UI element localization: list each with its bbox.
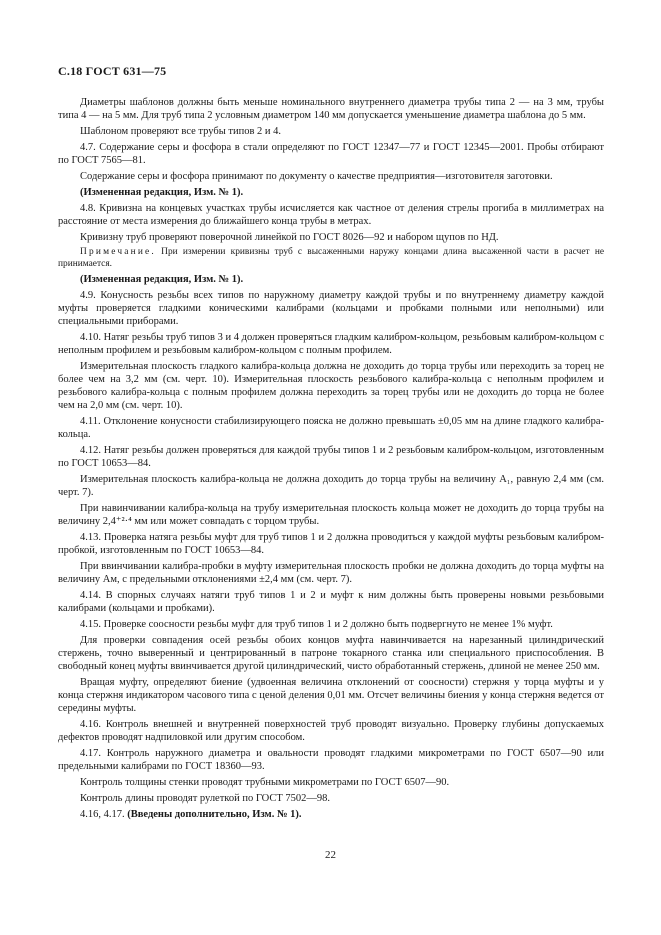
paragraph (58, 718, 604, 744)
paragraph (58, 96, 604, 122)
paragraph (58, 792, 604, 805)
document-body (58, 96, 604, 824)
paragraph-text: Контроль длины проводят рулеткой по ГОСТ 7502—98. (80, 793, 331, 804)
paragraph (58, 170, 604, 183)
paragraph (58, 360, 604, 412)
paragraph (58, 531, 604, 557)
paragraph (58, 444, 604, 470)
paragraph-lead: Примечание. (80, 247, 156, 257)
paragraph-text: Для проверки совпадения осей резьбы обоих концов муфта навинчивается на нарезанный цилиндрический стержень, точно выверенный и центрированный в патроне токарного станка или специального приспособления. В свободный конец муфты ввинчивается другой цилиндрический, чисто обработанный стержень, длиной не менее 250 мм. (58, 635, 604, 672)
paragraph-text: Диаметры шаблонов должны быть меньше номинального внутреннего диаметра трубы типа 2 — на 3 мм, трубы типа 4 — на 5 мм. Для труб типа 2 условным диаметром 140 мм допускается уменьшение диаметра шаблона до 5 мм. (58, 97, 604, 121)
paragraph-text: 4.8. Кривизна на концевых участках трубы исчисляется как частное от деления стрелы прогиба в миллиметрах на расстояние от места измерения до ближайшего конца трубы в метрах. (58, 203, 604, 227)
paragraph-text: 4.15. Проверке соосности резьбы муфт для труб типов 1 и 2 должно быть подвергнуто не менее 1% муфт. (80, 619, 553, 630)
paragraph (58, 331, 604, 357)
amendment-note (58, 186, 604, 199)
page-header: С.18 ГОСТ 631—75 (58, 64, 167, 78)
paragraph-text: При навинчивании калибра-кольца на трубу измерительная плоскость кольца может не доходить до торца трубы на величину 2,4⁺²·⁴ мм или может совпадать с торцом трубы. (58, 503, 604, 527)
paragraph (58, 125, 604, 138)
paragraph (58, 560, 604, 586)
paragraph (58, 618, 604, 631)
paragraph-text: (Измененная редакция, Изм. № 1). (80, 187, 244, 198)
amendment-note (58, 273, 604, 286)
paragraph-text: При измерении кривизны труб с высаженными наружу концами длина высаженной части в расчет не принимается. (58, 247, 604, 269)
paragraph (58, 676, 604, 715)
paragraph (58, 415, 604, 441)
paragraph-text: 4.13. Проверка натяга резьбы муфт для труб типов 1 и 2 должна проводиться у каждой муфты резьбовым калибром-пробкой, изготовленным по ГОСТ 10653—84. (58, 532, 604, 556)
paragraph (58, 808, 604, 821)
paragraph-text: Измерительная плоскость калибра-кольца не должна доходить до торца трубы на величину A₁, равную 2,4 мм (см. черт. 7). (58, 474, 604, 498)
paragraph-text: Вращая муфту, определяют биение (удвоенная величина отклонений от соосности) стержня у торца муфты и у конца стержня индикатором часового типа с ценой деления 0,01 мм. Отсчет величины биения у конца стержня ведется от середины муфты. (58, 677, 604, 714)
paragraph-text: 4.14. В спорных случаях натяги труб типов 1 и 2 и муфт к ним должны быть проверены новыми резьбовыми калибрами (кольцами и пробками). (58, 590, 604, 614)
paragraph-text: Шаблоном проверяют все трубы типов 2 и 4. (80, 126, 282, 137)
paragraph-text: (Измененная редакция, Изм. № 1). (80, 274, 244, 285)
note-paragraph (58, 247, 604, 270)
paragraph (58, 231, 604, 244)
paragraph-text: Контроль толщины стенки проводят трубными микрометрами по ГОСТ 6507—90. (80, 777, 450, 788)
paragraph-text: 4.10. Натяг резьбы труб типов 3 и 4 должен проверяться гладким калибром-кольцом, резьбовым калибром-кольцом с неполным профилем и резьбовым калибром-кольцом с полным профилем. (58, 332, 604, 356)
paragraph-text: (Введены дополнительно, Изм. № 1). (127, 809, 302, 820)
paragraph (58, 473, 604, 499)
paragraph (58, 141, 604, 167)
paragraph-lead: 4.16, 4.17. (80, 809, 125, 820)
paragraph-text: 4.17. Контроль наружного диаметра и овальности проводят гладкими микрометрами по ГОСТ 6507—90 или предельными калибрами по ГОСТ 18360—93. (58, 748, 604, 772)
paragraph-text: 4.7. Содержание серы и фосфора в стали определяют по ГОСТ 12347—77 и ГОСТ 12345—2001. Пробы отбирают по ГОСТ 7565—81. (58, 142, 604, 166)
paragraph-text: Содержание серы и фосфора принимают по документу о качестве предприятия—изготовителя заготовки. (80, 171, 553, 182)
paragraph (58, 747, 604, 773)
page-number: 22 (325, 849, 336, 861)
paragraph-text: 4.16. Контроль внешней и внутренней поверхностей труб проводят визуально. Проверку глубины допускаемых дефектов проводят надпиловкой или другим способом. (58, 719, 604, 743)
paragraph (58, 776, 604, 789)
paragraph-text: Измерительная плоскость гладкого калибра-кольца должна не доходить до торца трубы или переходить за торец не более чем на 3,2 мм (см. черт. 10). Измерительная плоскость резьбового калибра-кольца с неполным профилем и резьбового калибра-кольца с полным профилем должна переходить за торец трубы или не доходить до торца не более чем на 2,0 мм (см. черт. 10). (58, 361, 604, 411)
paragraph-text: 4.12. Натяг резьбы должен проверяться для каждой трубы типов 1 и 2 резьбовым калибром-кольцом, изготовленным по ГОСТ 10653—84. (58, 445, 604, 469)
paragraph (58, 202, 604, 228)
paragraph-text: Кривизну труб проверяют поверочной линейкой по ГОСТ 8026—92 и набором щупов по НД. (80, 232, 499, 243)
paragraph-text: 4.9. Конусность резьбы всех типов по наружному диаметру каждой трубы и по внутреннему диаметру каждой муфты проверяется гладкими коническими калибрами (кольцами и пробками полными или неполными) или специальными приборами. (58, 290, 604, 327)
paragraph (58, 502, 604, 528)
paragraph (58, 634, 604, 673)
paragraph (58, 589, 604, 615)
paragraph-text: При ввинчивании калибра-пробки в муфту измерительная плоскость пробки не должна доходить до торца муфты на величину Aм, с предельными отклонениями ±2,4 мм (см. черт. 7). (58, 561, 604, 585)
paragraph (58, 289, 604, 328)
paragraph-text: 4.11. Отклонение конусности стабилизирующего пояска не должно превышать ±0,05 мм на длине гладкого калибра-кольца. (58, 416, 604, 440)
